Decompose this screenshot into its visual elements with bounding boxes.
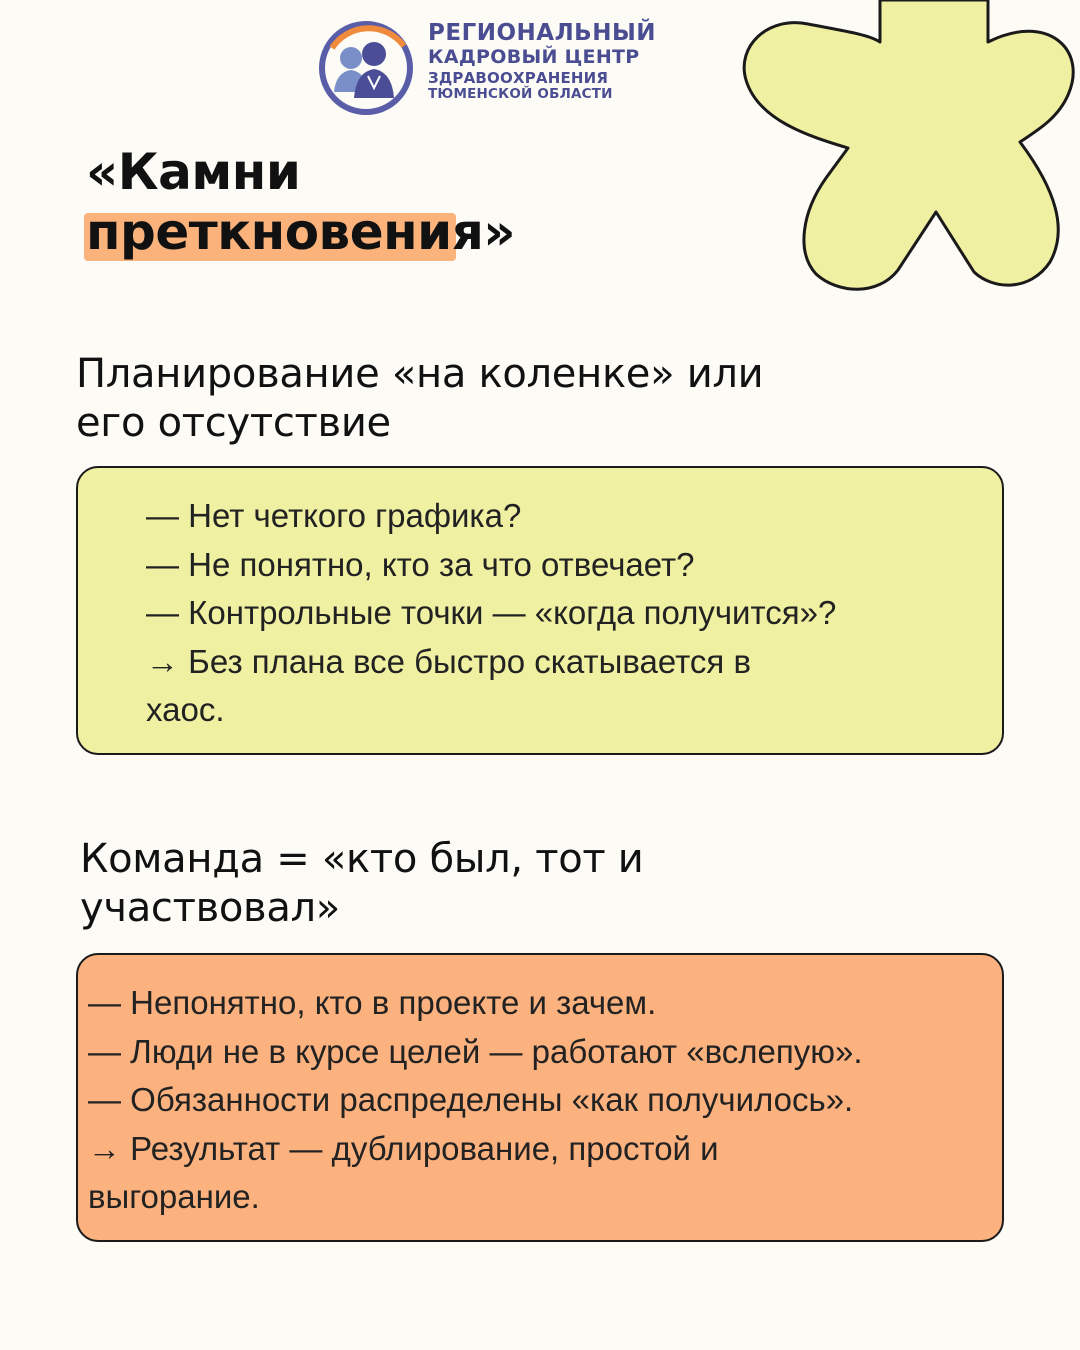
- list-item: → Без плана все быстро скатывается в: [146, 642, 751, 680]
- logo-wordmark: [428, 22, 656, 102]
- section-2-card: [76, 953, 1004, 1242]
- title-highlight: преткновени: [86, 203, 452, 261]
- list-item: хаос.: [146, 691, 225, 728]
- logo-line-3: ЗДРАВООХРАНЕНИЯ: [428, 69, 609, 87]
- organization-logo: [316, 18, 676, 118]
- section-2-heading-line-2: участвовал»: [80, 885, 340, 931]
- section-1-heading-line-1: Планирование «на коленке» или: [76, 351, 764, 397]
- list-item: → Результат — дублирование, простой и: [88, 1129, 719, 1167]
- list-item: — Нет четкого графика?: [146, 497, 522, 534]
- decorative-flower-icon: [738, 0, 1080, 300]
- title-line-2: [86, 202, 515, 262]
- logo-line-2: КАДРОВЫЙ ЦЕНТР: [428, 46, 640, 68]
- section-2-heading-line-1: Команда = «кто был, тот и: [80, 836, 644, 882]
- section-1-card: [76, 466, 1004, 755]
- list-item: — Непонятно, кто в проекте и зачем.: [88, 984, 657, 1021]
- logo-line-1: РЕГИОНАЛЬНЫЙ: [428, 20, 657, 46]
- list-item: — Обязанности распределены «как получилось».: [88, 1081, 854, 1118]
- list-item: выгорание.: [88, 1178, 260, 1215]
- section-1-heading-line-2: его отсутствие: [76, 400, 391, 446]
- list-item: — Люди не в курсе целей — работают «вслепую».: [88, 1032, 863, 1070]
- section-1-heading: [76, 350, 956, 448]
- title-line-1: «Камни: [86, 143, 301, 201]
- list-item: — Контрольные точки — «когда получится»?: [146, 594, 837, 631]
- section-2-heading: [80, 835, 960, 933]
- title-rest: я»: [451, 203, 516, 261]
- page-title: [86, 142, 515, 262]
- list-item: — Не понятно, кто за что отвечает?: [146, 545, 695, 583]
- logo-line-4: ТЮМЕНСКОЙ ОБЛАСТИ: [428, 86, 613, 102]
- logo-emblem-icon: [316, 18, 416, 118]
